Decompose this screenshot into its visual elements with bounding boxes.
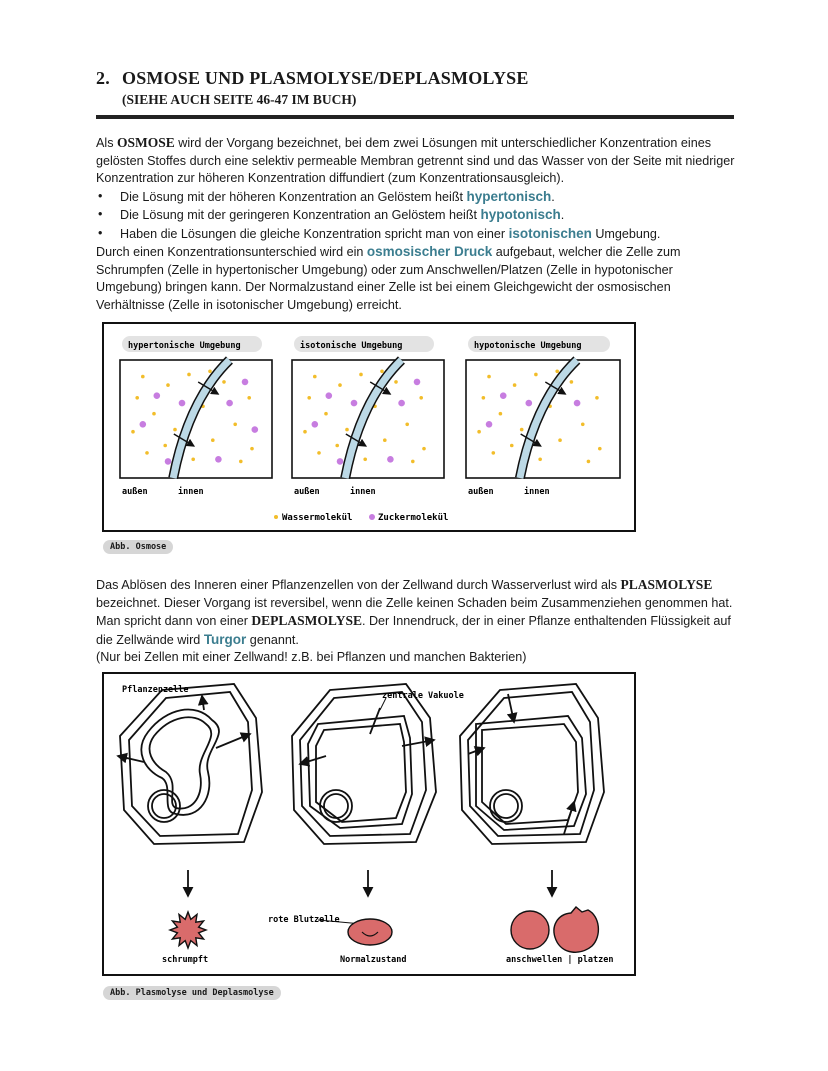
water-molecule: [317, 451, 321, 455]
plant-cell-turgid: [460, 684, 604, 844]
sugar-molecule: [337, 458, 344, 465]
panel-label: isotonische Umgebung: [300, 341, 403, 351]
sugar-molecule: [387, 456, 394, 463]
water-molecule: [422, 447, 426, 451]
water-molecule: [163, 444, 167, 448]
water-molecule: [131, 430, 135, 434]
water-molecule: [141, 375, 145, 379]
water-molecule: [335, 444, 339, 448]
bullet-isotonic: • Haben die Lösungen die gleiche Konzentration spricht man von einer isotonischen Umgebung.: [96, 225, 736, 244]
sugar-molecule: [179, 400, 186, 407]
panel-label: hypertonische Umgebung: [128, 341, 241, 351]
osmosis-panel-2: [292, 336, 444, 497]
term-hypertonisch: hypertonisch: [466, 188, 552, 204]
water-molecule: [187, 373, 191, 377]
water-molecule: [345, 428, 349, 432]
panel-label: hypotonische Umgebung: [474, 341, 582, 351]
water-molecule: [419, 396, 423, 400]
water-molecule: [405, 423, 409, 427]
water-molecule: [307, 396, 311, 400]
water-molecule: [587, 460, 591, 464]
water-molecule: [222, 380, 226, 384]
water-molecule: [394, 380, 398, 384]
sugar-molecule: [140, 421, 147, 428]
water-molecule: [492, 451, 496, 455]
label-outside: außen: [122, 487, 148, 497]
blood-cell-swollen: [511, 907, 598, 952]
water-molecule: [166, 383, 170, 387]
blood-cell-normal: [348, 919, 392, 945]
water-molecule: [477, 430, 481, 434]
water-molecule: [303, 430, 307, 434]
water-molecule: [250, 447, 254, 451]
water-molecule: [239, 460, 243, 464]
legend-water-label: Wassermolekül: [282, 513, 353, 523]
sugar-molecule: [414, 379, 421, 386]
water-molecule: [595, 396, 599, 400]
water-molecule: [173, 428, 177, 432]
sugar-molecule: [326, 392, 333, 399]
heading-divider: [96, 115, 734, 119]
water-molecule: [598, 447, 602, 451]
water-molecule: [145, 451, 149, 455]
label-red-blood-cell: rote Blutzelle: [268, 915, 340, 925]
water-molecule: [513, 383, 517, 387]
label-central-vacuole: zentrale Vakuole: [382, 691, 464, 701]
water-molecule: [482, 396, 486, 400]
water-molecule: [247, 396, 251, 400]
water-molecule: [324, 412, 328, 416]
sugar-molecule: [215, 456, 222, 463]
water-molecule: [487, 375, 491, 379]
water-molecule: [233, 423, 237, 427]
osmosis-legend: [274, 513, 448, 523]
water-molecule: [499, 412, 503, 416]
water-molecule: [363, 457, 367, 461]
label-outside: außen: [294, 487, 320, 497]
plasmolysis-definition: Das Ablösen des Inneren einer Pflanzenzellen von der Zellwand durch Wasserverlust wird als PLASMOLYSE bezeichnet. Dieser Vorgang ist reversibel, wenn die Zelle keinen Schaden beim Zusammenziehen genommen hat. Man spricht dann von einer DEPLASMOLYSE. Der Innendruck, der in einer Pflanze enthaltenden Flüssigkeit auf die Zellwände wird Turgor genannt.: [96, 577, 733, 647]
label-plant-cell: Pflanzenzelle: [122, 685, 189, 695]
water-molecule: [313, 375, 317, 379]
section-number: 2.: [96, 68, 110, 88]
sugar-molecule: [242, 379, 249, 386]
osmosis-bullet-list: [96, 188, 736, 244]
plasmolysis-caption: Abb. Plasmolyse und Deplasmolyse: [103, 986, 281, 1000]
label-outside: außen: [468, 487, 494, 497]
sugar-molecule: [312, 421, 319, 428]
term-osmose: OSMOSE: [117, 135, 175, 150]
water-molecule: [135, 396, 139, 400]
plasmolysis-note: (Nur bei Zellen mit einer Zellwand! z.B. bei Pflanzen und manchen Bakterien): [96, 650, 527, 664]
state-normal: Normalzustand: [340, 955, 407, 965]
term-turgor: Turgor: [203, 631, 247, 647]
water-molecule: [510, 444, 514, 448]
water-molecule: [383, 438, 387, 442]
term-hypotonisch: hypotonisch: [480, 207, 561, 222]
bullet-hypertonic: • Die Lösung mit der höheren Konzentration an Gelöstem heißt hypertonisch.: [96, 188, 736, 207]
plasmolysis-figure: [102, 672, 636, 976]
plant-cell-normal: [292, 684, 436, 844]
plant-cell-shrunk: [118, 684, 262, 844]
term-plasmolyse: PLASMOLYSE: [620, 577, 713, 592]
water-molecule: [520, 428, 524, 432]
term-osmotic-pressure: osmosischer Druck: [366, 244, 493, 259]
osmosis-panel-3: [466, 336, 620, 497]
sugar-molecule: [351, 400, 358, 407]
osmosis-diagram: [104, 324, 634, 530]
osmosis-pressure-text: Durch einen Konzentrationsunterschied wird ein osmosischer Druck aufgebaut, welcher die Zelle zum Schrumpfen (Zelle in hypertonischer Umgebung) oder zum Anschwellen/Platzen (Zelle in hypotonischer Umgebung) bringen kann. Der Normalzustand einer Zelle ist bei einem Gleichgewicht der osmosischen Verhältnisse (Zelle in isotonischer Umgebung) erreicht.: [96, 244, 681, 312]
water-molecule: [380, 370, 384, 374]
sugar-molecule: [526, 400, 533, 407]
state-shrinks: schrumpft: [162, 955, 209, 965]
water-molecule: [208, 370, 212, 374]
water-molecule: [570, 380, 574, 384]
section-subtitle: (SIEHE AUCH SEITE 46-47 IM BUCH): [122, 92, 357, 107]
legend-sugar-label: Zuckermolekül: [378, 513, 449, 523]
osmosis-figure: [102, 322, 636, 532]
label-inside: innen: [350, 487, 376, 497]
sugar-molecule: [398, 400, 405, 407]
osmosis-caption: Abb. Osmose: [103, 540, 173, 554]
water-molecule: [152, 412, 156, 416]
sugar-molecule: [574, 400, 581, 407]
sugar-molecule: [226, 400, 233, 407]
water-molecule: [338, 383, 342, 387]
water-molecule: [581, 423, 585, 427]
water-molecule: [558, 438, 562, 442]
water-molecule: [538, 457, 542, 461]
water-molecule: [534, 373, 538, 377]
osmosis-text: [96, 134, 736, 314]
term-isotonisch: isotonischen: [508, 225, 592, 241]
osmosis-panel-1: [120, 336, 272, 497]
legend-water-dot: [274, 515, 278, 519]
osmosis-intro: Als OSMOSE wird der Vorgang bezeichnet, bei dem zwei Lösungen mit unterschiedlicher Konzentration eines gelösten Stoffes durch eine selektiv permeable Membran getrennt sind und das Wasser von der Seite mit niedriger Konzentration zur höheren Konzentration diffundiert (zum Konzentrationsausgleich).: [96, 135, 735, 185]
section-heading: [96, 68, 529, 89]
water-molecule: [191, 457, 195, 461]
membrane-outline: [520, 360, 577, 478]
plasmolysis-diagram: [104, 674, 634, 974]
sugar-molecule: [252, 426, 259, 433]
water-molecule: [211, 438, 215, 442]
section-title: OSMOSE UND PLASMOLYSE/DEPLASMOLYSE: [122, 68, 529, 88]
sugar-molecule: [165, 458, 172, 465]
term-deplasmolyse: DEPLASMOLYSE: [251, 613, 362, 628]
sugar-molecule: [486, 421, 493, 428]
water-molecule: [359, 373, 363, 377]
sugar-molecule: [154, 392, 161, 399]
state-swell-burst: anschwellen | platzen: [506, 955, 614, 965]
label-inside: innen: [178, 487, 204, 497]
sugar-molecule: [500, 392, 507, 399]
water-molecule: [411, 460, 415, 464]
blood-cell-shrunk: [170, 912, 206, 948]
water-molecule: [555, 370, 559, 374]
label-inside: innen: [524, 487, 550, 497]
plasmolysis-text: [96, 576, 736, 667]
legend-sugar-dot: [369, 514, 375, 520]
bullet-hypotonic: • Die Lösung mit der geringeren Konzentration an Gelöstem heißt hypotonisch.: [96, 206, 736, 225]
